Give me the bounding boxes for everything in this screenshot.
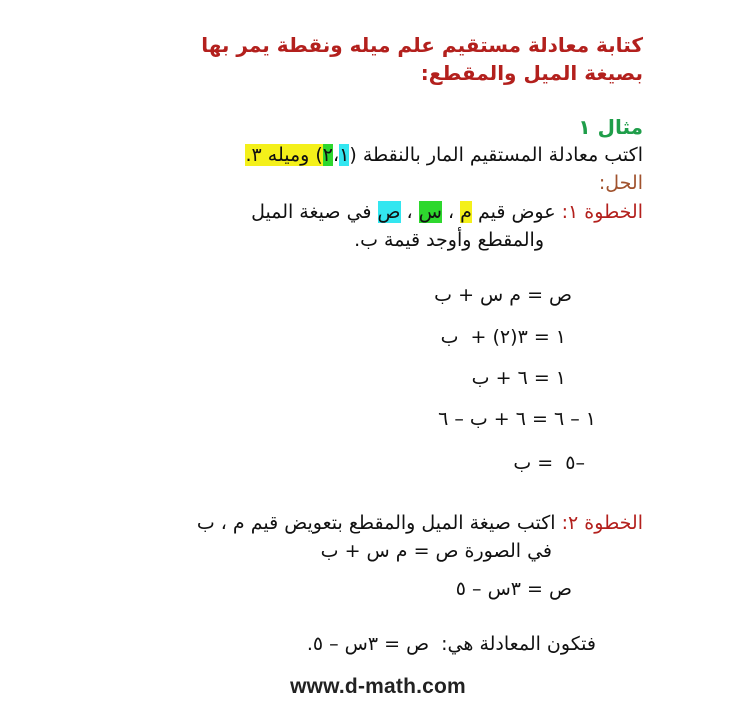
equation-3: ١ = ٦ + ب xyxy=(471,367,566,389)
problem-text-pre: اكتب معادلة المستقيم المار بالنقطة ( xyxy=(349,144,643,166)
equation-5: –٥ = ب xyxy=(513,452,585,474)
point-x-value: ٢ xyxy=(322,144,334,166)
example-heading: مثال ١ xyxy=(578,115,643,139)
var-y-highlight: ص xyxy=(377,201,401,223)
title-line-1: كتابة معادلة مستقيم علم ميله ونقطة يمر بها xyxy=(201,33,643,57)
step2-result-equation: ص = ٣س – ٥ xyxy=(455,578,572,600)
step2-text: اكتب صيغة الميل والمقطع بتعويض قيم م ، ب xyxy=(196,512,556,534)
step1-label: الخطوة ١: xyxy=(561,201,643,223)
conclusion-text: فتكون المعادلة هي: ص = ٣س – ٥. xyxy=(306,633,596,655)
step1-line-2: والمقطع وأوجد قيمة ب. xyxy=(354,229,544,251)
var-m-highlight: م xyxy=(460,201,472,223)
equation-2: ١ = ٣(٢) + ب xyxy=(440,326,566,348)
step2-line-2: في الصورة ص = م س + ب xyxy=(320,540,552,562)
step1-text-b: في صيغة الميل xyxy=(251,201,378,223)
problem-text-post: ) وميله ٣. xyxy=(245,144,323,166)
solution-label: الحل: xyxy=(598,172,643,194)
equation-4: ١ – ٦ = ٦ + ب – ٦ xyxy=(438,408,596,430)
title-line-2: بصيغة الميل والمقطع: xyxy=(420,61,643,85)
point-y-value: ١ xyxy=(339,144,350,166)
point-separator: ، xyxy=(333,144,340,166)
var-x-highlight: س xyxy=(418,201,442,223)
site-watermark: www.d-math.com xyxy=(290,675,466,698)
equation-1: ص = م س + ب xyxy=(434,284,572,306)
step1-text-a: عوض قيم xyxy=(471,201,556,223)
step1-sep-2: ، xyxy=(400,201,419,223)
step1-line-1 xyxy=(251,199,643,225)
problem-statement xyxy=(245,142,643,168)
step2-label: الخطوة ٢: xyxy=(561,512,643,534)
step1-sep-1: ، xyxy=(441,201,461,223)
step2-line-1 xyxy=(197,510,643,536)
